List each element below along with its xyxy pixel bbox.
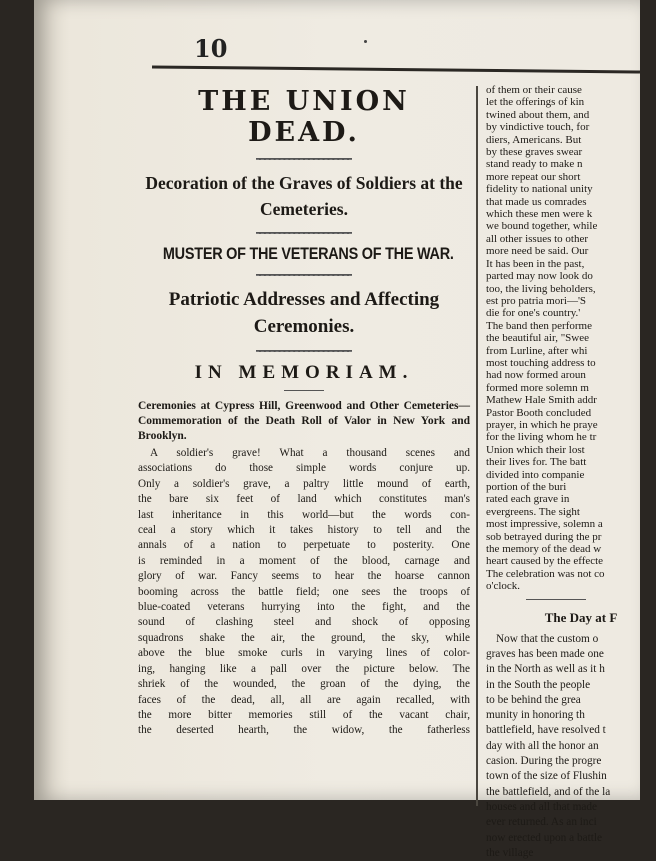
deck-decoration: Decoration of the Graves of Soldiers at the Cemeteries. — [145, 173, 463, 219]
left-column — [138, 84, 470, 739]
right-column-line: est pro patria mori—'S — [486, 294, 587, 307]
right-article-line: now erected upon a battle — [486, 831, 603, 844]
right-column-line: o'clock. — [486, 580, 521, 593]
body-line: shriek of the wounded, the groan of the dying, the — [138, 678, 470, 691]
right-article-line: ever returned. As an inci — [486, 816, 597, 829]
right-article-line: day with all the honor an — [486, 739, 599, 752]
right-column-line: portion of the buri — [486, 481, 567, 493]
body-line: the more bitter memories still of the vacant chair, — [138, 708, 470, 721]
right-article-line: houses and all that made — [486, 800, 598, 813]
headline: THE UNION DEAD. — [198, 86, 410, 148]
body-line: above the blue smoke curls in varying lines of color- — [138, 647, 470, 660]
right-column-line: by vindictive touch, for — [486, 121, 590, 134]
right-column-line: Union which their lost — [486, 443, 585, 456]
body-line: Only a soldier's grave, a paltry little mound of earth, — [138, 477, 470, 490]
right-column-line: for the living whom he tr — [486, 431, 597, 444]
page-number: 10 — [194, 34, 228, 63]
right-column-line: Pastor Booth concluded — [486, 406, 592, 419]
right-column-line: divided into companie — [486, 468, 585, 481]
right-column-line: by these graves swear — [486, 146, 583, 159]
body-line: the bare six feet of land which constitutes man's — [138, 493, 470, 506]
right-column-line: that made us comrades — [486, 195, 587, 208]
right-column-article — [486, 632, 656, 861]
right-column-line: Mathew Hale Smith addr — [486, 394, 597, 407]
right-column-line: of them or their cause — [486, 84, 582, 96]
right-column-line: sob betrayed during the pr — [486, 530, 602, 543]
right-subheading: The Day at F — [544, 609, 618, 625]
body-line: last inheritance in this world—but the words con- — [138, 508, 470, 521]
body-line: sound of clashing steel and shock of opposing — [138, 616, 470, 629]
newspaper-page — [34, 0, 640, 859]
subhead: Ceremonies at Cypress Hill, Greenwood and Other Cemeteries—Commemoration of the Death Roll of Valor in New York and Brooklyn. — [138, 400, 470, 442]
right-column-line: twined about them, and — [486, 108, 590, 121]
deck-muster: MUSTER OF THE VETERANS OF THE WAR. — [162, 244, 454, 263]
right-article-line: graves has been made one — [486, 647, 604, 660]
right-column-line: diers, Americans. But — [486, 133, 582, 146]
article-body — [138, 446, 470, 739]
right-article-line: the village — [486, 846, 534, 859]
body-line: blue-coated veterans hurrying into the fight, and the — [138, 601, 470, 614]
body-line: squadrons shake the air, the ground, the sky, while — [138, 631, 470, 644]
right-column-line: we bound together, while — [486, 220, 598, 233]
divider — [256, 350, 352, 352]
right-column-line: prayer, in which he praye — [486, 418, 598, 431]
right-column-line: had now formed aroun — [486, 369, 586, 382]
body-line: annals of a nation to perpetuate to posterity. One — [138, 539, 470, 552]
right-column-line: from Lurline, after whi — [486, 344, 588, 357]
right-column-line: The celebration was not co — [486, 567, 605, 580]
right-column-line: most touching address to — [486, 356, 596, 369]
body-line: the deserted hearth, the widow, the fatherless — [138, 724, 470, 737]
divider — [256, 158, 352, 160]
right-article-line: the battlefield, and of the la — [486, 785, 611, 798]
right-article-line: to be behind the grea — [486, 693, 581, 706]
right-article-line: in the North as well as it h — [486, 663, 605, 676]
right-column-line: most impressive, solemn a — [486, 518, 603, 531]
right-column-line: stand ready to make n — [486, 158, 583, 171]
right-column-line: which these men were k — [486, 208, 593, 221]
column-divider — [476, 86, 478, 806]
right-column-line: rated each grave in — [486, 493, 570, 506]
right-column-line: evergreens. The sight — [486, 505, 580, 518]
right-column-line: fidelity to national unity — [486, 183, 593, 196]
right-column-line: more need be said. Our — [486, 245, 589, 258]
right-article-line: in the South the people — [486, 678, 591, 691]
right-column-line: The band then performe — [486, 319, 592, 332]
right-column-line: the beautiful air, "Swee — [486, 332, 590, 345]
body-line: booming across the battle field; one sees the troops of — [138, 585, 470, 598]
right-column-line: It has been in the past, — [486, 257, 585, 270]
body-line: associations do those simple words conjure up. — [138, 462, 470, 475]
deck-addresses: Patriotic Addresses and Affecting Ceremonies. — [168, 289, 440, 337]
right-article-line: munity in honoring th — [486, 709, 585, 722]
divider — [256, 232, 352, 234]
top-rule — [152, 65, 640, 73]
print-speck — [364, 40, 367, 43]
right-column-line: the memory of the dead w — [486, 543, 602, 556]
body-line: glory of war. Fancy seems to hear the hoarse cannon — [138, 570, 470, 583]
body-line: ceal a story which it takes history to tell and the — [138, 524, 470, 537]
divider — [526, 599, 586, 600]
right-column-line: too, the living beholders, — [486, 282, 596, 295]
body-line: is reminded in a moment of the blood, carnage and — [138, 554, 470, 567]
body-line: faces of the dead, all, all are again recalled, with — [138, 693, 470, 706]
right-article-line: Now that the custom o — [496, 632, 599, 645]
right-column-line: die for one's country.' — [486, 307, 581, 320]
right-column-line: all other issues to other — [486, 232, 589, 245]
deck-memoriam: IN MEMORIAM. — [194, 362, 414, 383]
divider — [256, 274, 352, 276]
body-line: A soldier's grave! What a thousand scenes and — [150, 447, 470, 459]
right-column-line: their lives for. The batt — [486, 456, 587, 469]
right-column-line: parted may now look do — [486, 270, 593, 283]
right-article-line: town of the size of Flushin — [486, 770, 607, 783]
divider — [284, 390, 324, 391]
right-column-line: let the offerings of kin — [486, 96, 585, 109]
right-column-line: heart caused by the effecte — [486, 555, 604, 568]
right-column-line: more repeat our short — [486, 170, 581, 183]
right-column — [486, 84, 656, 861]
right-article-line: casion. During the progre — [486, 755, 602, 768]
right-article-line: battlefield, have resolved t — [486, 724, 606, 737]
right-column-text — [486, 84, 656, 593]
body-line: ing, hanging like a pall over the picture below. The — [138, 662, 470, 675]
right-column-line: formed more solemn m — [486, 381, 589, 394]
